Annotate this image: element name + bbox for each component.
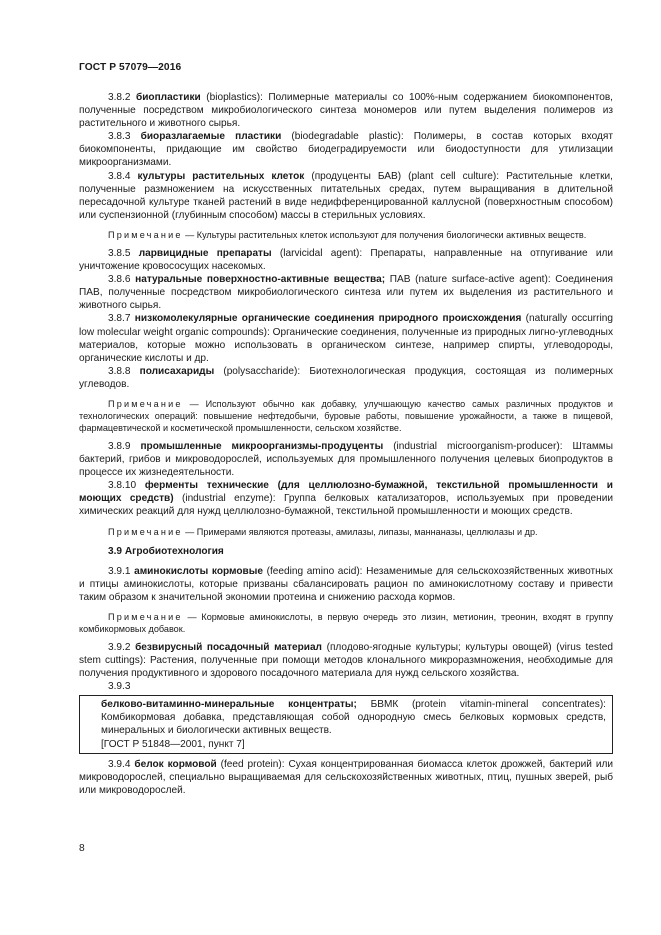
term-entry: 3.9.2 безвирусный посадочный материал (плодово-ягодные культуры; культуры овощей) (virus tested stem cuttings): Растения, полученные при помощи методов клонального микроразмножения, необходимые для получения продуктивного и здорового посадочного материала для нужд сельского хозяйства. [79,641,613,680]
document-header: ГОСТ Р 57079—2016 [79,62,182,73]
term-number: 3.9.3 [108,681,131,693]
term-name: биоразлагаемые пластики [140,131,282,143]
term-name: белково-витаминно-минеральные концентраты; [101,699,357,711]
term-entry: 3.8.9 промышленные микроорганизмы-продуценты (industrial microorganism-producer): Штаммы бактерий, грибов и микроводорослей, используемых для промышленного получения целевых биопродуктов в процессе их жизнедеятельности. [79,440,613,479]
term-entry: 3.8.6 натуральные поверхностно-активные вещества; ПАВ (nature surface-active agent): Соединения ПАВ, полученные посредством микробиологического синтеза или путем их выделения из растительного и животного сырья. [79,274,613,312]
term-name: биопластики [135,92,201,103]
term-name: низкомолекулярные органические соединения природного происхождения [134,313,522,325]
page-number: 8 [79,843,85,854]
term-name: натуральные поверхностно-активные вещества; [135,274,386,286]
term-entry: 3.8.7 низкомолекулярные органические соединения природного происхождения (naturally occurring low molecular weight organic compounds): Органические соединения, полученные из природных лигно-углеводных материалов, которые можно использовать в органическом синтезе, например спирты, углеводороды, органические кислоты и др. [79,313,613,364]
term-entry: 3.8.2 биопластики (bioplastics): Полимерные материалы со 100%-ным содержанием биокомпонентов, полученные посредством микробиологического синтеза мономеров или путем выделения полимеров из растительного и животного сырья. [79,92,613,130]
note: Примечание — Культуры растительных клеток используют для получения биологически активных веществ. [108,229,587,240]
term-name: ларвицидные препараты [138,247,272,259]
reference: [ГОСТ Р 51848—2001, пункт 7] [101,738,245,750]
term-name: промышленные микроорганизмы-продуценты [140,440,384,452]
framed-term-entry [79,695,613,753]
document-body [79,91,613,797]
term-entry: 3.8.10 ферменты технические (для целлюлозно-бумажной, текстильной промышленности и моющих средств) (industrial enzyme): Группа белковых катализаторов, используемых при проведении химических реакций для нужд целлюлозно-бумажной, текстильной промышленности и моющих средств. [79,480,613,518]
term-name: аминокислоты кормовые [134,565,263,577]
section-heading: 3.9 Агробиотехнология [108,545,224,557]
term-entry: 3.8.8 полисахариды (polysaccharide): Биотехнологическая продукция, состоящая из полимерных углеводов. [79,365,613,390]
note: Примечание — Используют обычно как добавку, улучшающую качество самых различных продуктов и технологических операций: повышение нефтедобычи, буровые работы, повышение урожайности, а также в пищевой, фармацевтической и косметической промышленности, сельском хозяйстве. [79,398,613,433]
note: Примечание — Кормовые аминокислоты, в первую очередь это лизин, метионин, треонин, входят в группу комбикормовых добавок. [79,611,613,634]
term-entry: 3.9.4 белок кормовой (feed protein): Сухая концентрированная биомасса клеток дрожжей, бактерий или микроводорослей, специально выращиваемая для сельскохозяйственных животных, птиц, пушных зверей, рыб или микроводорослей. [79,758,614,796]
term-entry: 3.8.4 культуры растительных клеток (продуценты БАВ) (plant cell culture): Растительные клетки, полученные размножением на искусственных питательных средах, путем выращивания в длительной пересадочной культуре тканей растений в виде недифференцированной каллусной (поверхностным способом) или суспензионной (глубинным способом) массы в стерильных условиях. [79,170,613,221]
term-entry: 3.9.1 аминокислоты кормовые (feeding amino acid): Незаменимые для сельскохозяйственных животных и птицы аминокислоты, которые призваны сбалансировать рацион по аминокислотному составу и привести таким образом к значительной экономии протеина и снижению расхода кормов. [79,565,613,603]
term-entry: 3.8.3 биоразлагаемые пластики (biodegradable plastic): Полимеры, в состав которых входят биокомпоненты, придающие им свойство биодеградируемости или биодоступности для утилизации микроорганизмами. [79,131,613,169]
term-name: культуры растительных клеток [137,170,305,182]
term-entry: 3.8.5 ларвицидные препараты (larvicidal agent): Препараты, направленные на отпугивание или уничтожение кровососущих насекомых. [79,247,614,273]
term-name: белок кормовой [134,758,217,770]
term-name: полисахариды [139,365,215,377]
term-name: ферменты технические (для целлюлозно-бумажной, текстильной промышленности и моющих средств) [79,480,613,505]
term-name: безвирусный посадочный материал [135,641,322,653]
note: Примечание — Примерами являются протеазы, амилазы, липазы, маннаназы, целлюлазы и др. [108,526,538,537]
term-entry: белково-витаминно-минеральные концентраты; БВМК (protein vitamin-mineral concentrates): Комбикормовая добавка, представляющая собой однородную смесь белковых кормовых средств, минеральных и биологически активных веществ. [101,699,606,737]
